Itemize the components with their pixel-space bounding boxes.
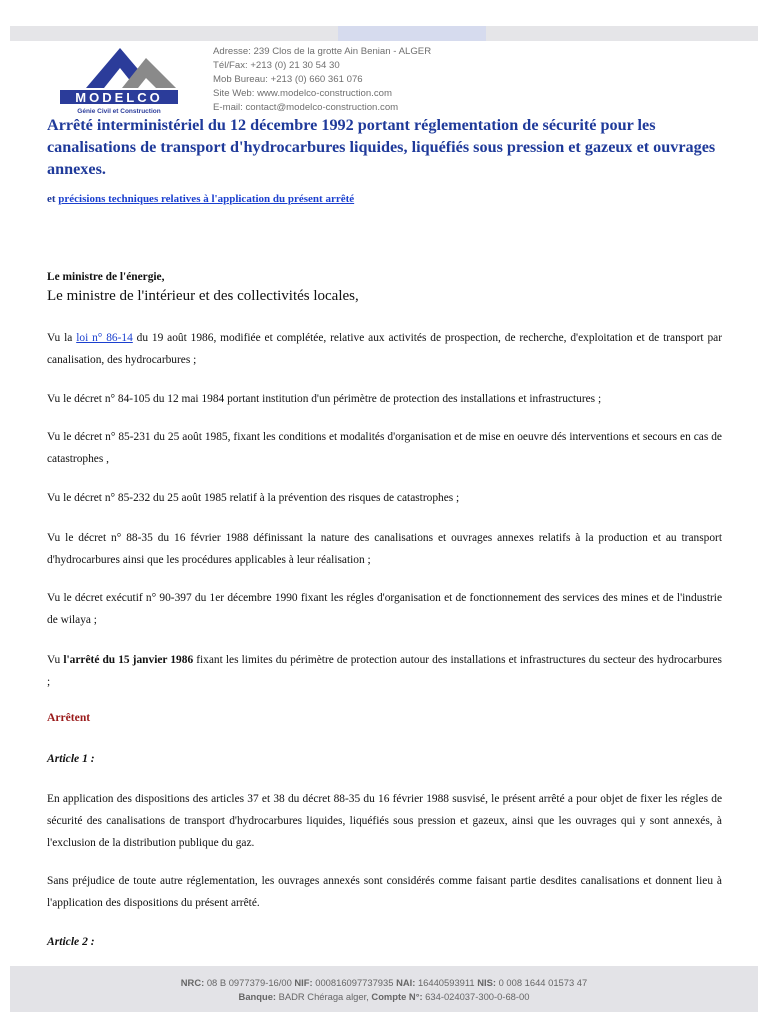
nif-label: NIF:: [294, 977, 313, 988]
nai-label: NAI:: [396, 977, 416, 988]
svg-text:MODELCO: MODELCO: [75, 90, 163, 105]
contact-website[interactable]: Site Web: www.modelco-construction.com: [213, 88, 392, 99]
modelco-logo: [58, 44, 182, 116]
nis-label: NIS:: [477, 977, 496, 988]
vu-arrete-1986: [47, 649, 722, 693]
sub-prefix: et: [47, 193, 59, 205]
document-title: Arrêté interministériel du 12 décembre 1992 portant réglementation de sécurité pour les canalisations de transport d'hydrocarbures liquides, liquéfiés sous pression et gazeux et ouvrages annexes.: [47, 116, 716, 178]
vu-decret-84-105: Vu le décret n° 84-105 du 12 mai 1984 portant institution d'un périmètre de protection des installations et infrastructures ;: [47, 393, 602, 405]
vu-loi-86-14: [47, 327, 722, 371]
minister-interior: Le ministre de l'intérieur et des collectivités locales,: [47, 288, 359, 304]
contact-mobile: Mob Bureau: +213 (0) 660 361 076: [213, 74, 363, 85]
footer-registration-bar: [10, 966, 758, 1012]
article-2-heading: Article 2 :: [47, 935, 95, 948]
contact-email[interactable]: E-mail: contact@modelco-construction.com: [213, 102, 399, 113]
nrc-label: NRC:: [180, 977, 205, 988]
vu1-prefix: Vu la: [47, 332, 77, 344]
svg-text:Génie Civil et Construction: Génie Civil et Construction: [77, 108, 161, 115]
compte-value: 634-024037-300-0-68-00: [422, 991, 530, 1002]
vu7-prefix: Vu: [47, 654, 64, 666]
contact-address: Adresse: 239 Clos de la grotte Ain Benian - ALGER: [213, 46, 432, 57]
vu1-text: du 19 août 1986, modifiée et complétée, relative aux activités de prospection, de recherche, d'exploitation et de transport par canalisation, des hydrocarbures ;: [47, 332, 723, 366]
loi-86-14-link[interactable]: loi n° 86-14: [76, 332, 133, 344]
article-1-paragraph-1: En application des dispositions des articles 37 et 38 du décret 88-35 du 16 février 1988 susvisé, le présent arrêté a pour objet de fixer les régles de sécurité des canalisations de transport d'hydrocarbures liquides, liquéfiés sous pression et gazeux, ainsi que les ouvrages qui y sont annexés, à l'exclusion de la distribution publique du gaz.: [47, 793, 722, 849]
top-bar-accent: [338, 26, 486, 41]
contact-phone-fax: Tél/Fax: +213 (0) 21 30 54 30: [213, 60, 340, 71]
vu7-text: fixant les limites du périmètre de protection autour des installations et infrastructures du secteur des hydrocarbures ;: [47, 654, 722, 688]
compte-label: Compte N°:: [371, 991, 423, 1002]
nrc-value: 08 B 0977379-16/00: [204, 977, 295, 988]
footer-registration-line: [10, 977, 758, 988]
technical-precisions-line: [47, 193, 354, 205]
article-1-heading: Article 1 :: [47, 752, 95, 765]
vu-decret-90-397: Vu le décret exécutif n° 90-397 du 1er décembre 1990 fixant les régles d'organisation et de fonctionnement des services des mines et de l'industrie de wilaya ;: [47, 592, 722, 626]
article-1-paragraph-2: Sans préjudice de toute autre réglementation, les ouvrages annexés sont considérés comme faisant partie desdites canalisations et donnent lieu à l'application des dispositions du présent arrêté.: [47, 875, 722, 909]
vu-decret-85-232: Vu le décret n° 85-232 du 25 août 1985 relatif à la prévention des risques de catastrophes ;: [47, 492, 460, 504]
nif-value: 000816097737935: [312, 977, 397, 988]
arretent-heading: Arrêtent: [47, 711, 91, 724]
footer-bank-line: [10, 991, 758, 1002]
top-bar: [10, 26, 758, 41]
company-contact-block: [213, 45, 431, 115]
vu-decret-88-35: Vu le décret n° 88-35 du 16 février 1988 définissant la nature des canalisations et ouvrages annexes relatifs à la production et au transport d'hydrocarbures ainsi que les procédures applicables à leur réalisation ;: [47, 532, 722, 566]
minister-energy: Le ministre de l'énergie,: [47, 271, 165, 283]
nis-value: 0 008 1644 01573 47: [495, 977, 588, 988]
vu-decret-85-231: Vu le décret n° 85-231 du 25 août 1985, fixant les conditions et modalités d'organisation et de mise en oeuvre dés interventions et secours en cas de catastrophes ,: [47, 431, 722, 465]
nai-value: 16440593911: [415, 977, 478, 988]
arrete-1986-reference: l'arrêté du 15 janvier 1986: [63, 654, 194, 666]
technical-precisions-link[interactable]: précisions techniques relatives à l'application du présent arrêté: [58, 193, 355, 205]
banque-label: Banque:: [238, 991, 277, 1002]
banque-value: BADR Chéraga alger,: [276, 991, 372, 1002]
